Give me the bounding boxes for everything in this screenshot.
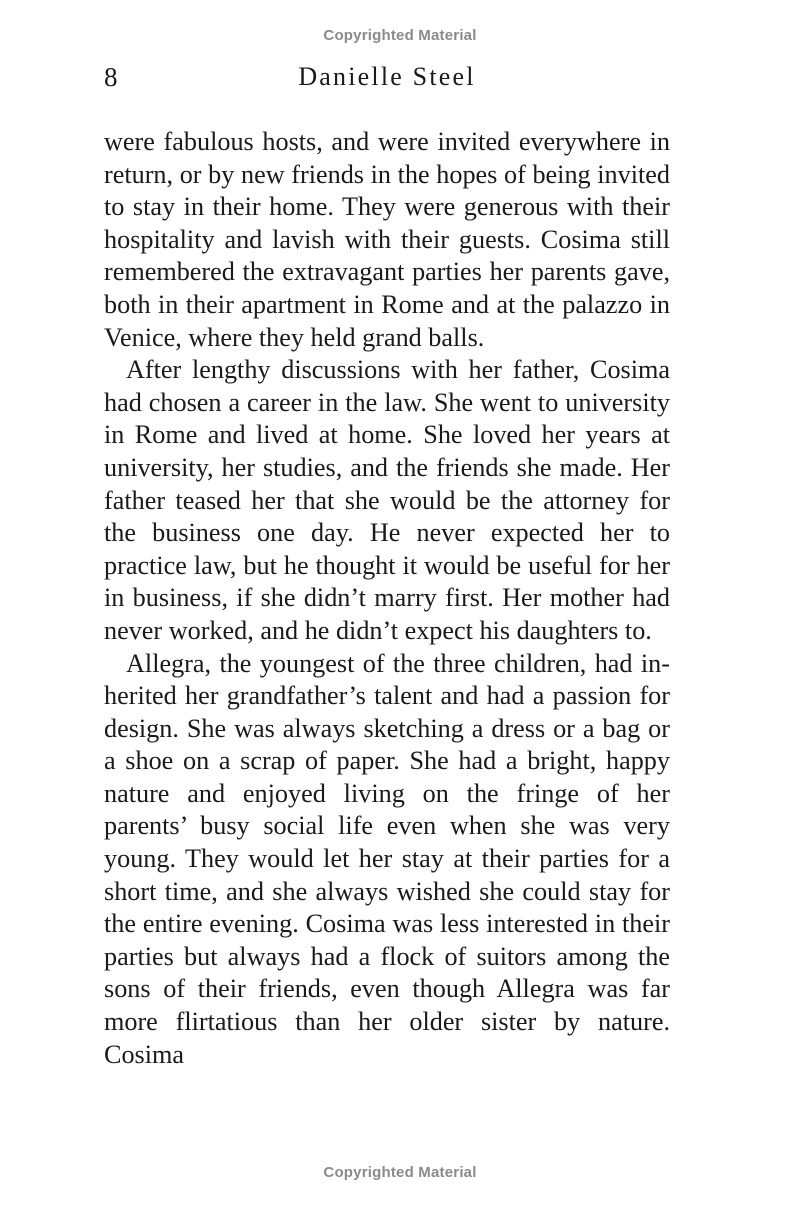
paragraph-3: Allegra, the youngest of the three children, had inherited her grandfather’s talent and had a passion for design. She was always sketching a dress or a bag or a shoe on a scrap of paper. She had a bright, happy nature and enjoyed living on the fringe of her parents’ busy social life even when she was very young. They would let her stay at their parties for a short time, and she always wished she could stay for the entire evening. Cosima was less interested in their parties but always had a flock of suitors among the sons of their friends, even though Allegra was far more flirtatious than her older sister by nature. Cosima [104, 648, 670, 1069]
paragraph-1: were fabulous hosts, and were invited everywhere in return, or by new friends in the hopes of being invited to stay in their home. They were generous with their hospitality and lavish with their guests. Cosima still remembered the extravagant parties her parents gave, both in their apartment in Rome and at the palazzo in Venice, where they held grand balls. [104, 127, 670, 352]
running-head-author: Danielle Steel [298, 62, 476, 91]
copyright-watermark-bottom: Copyrighted Material [323, 1164, 477, 1181]
copyright-watermark-top: Copyrighted Material [323, 27, 477, 44]
paragraph-2: After lengthy discussions with her father, Cosima had chosen a career in the law. She went to university in Rome and lived at home. She loved her years at university, her studies, and the friends she made. Her father teased her that she would be the attorney for the business one day. He never expected her to practice law, but he thought it would be useful for her in business, if she didn’t marry first. Her mother had never worked, and he didn’t expect his daughters to. [104, 355, 670, 645]
running-head [104, 60, 670, 96]
page-number: 8 [104, 62, 118, 92]
body-text [104, 126, 670, 1071]
